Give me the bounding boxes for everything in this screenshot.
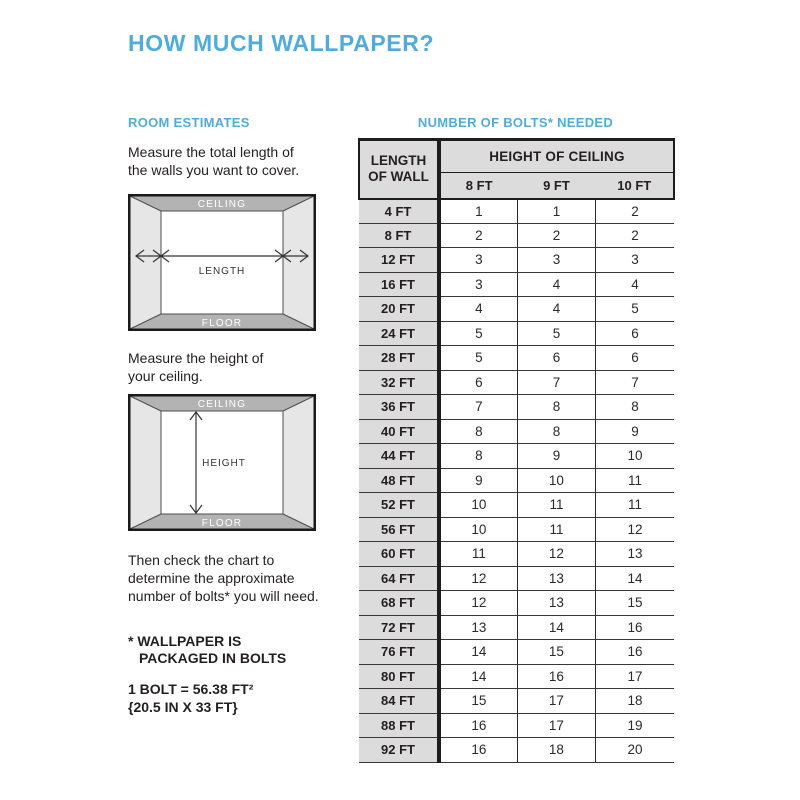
bolt-count-cell: 1 [439,199,517,224]
bolt-count-cell: 12 [517,542,595,567]
table-row [359,615,674,640]
step2-line2: your ceiling. [128,368,203,384]
bolt-count-cell: 15 [596,591,674,616]
wall-length-cell: 68 FT [359,591,439,616]
table-row [359,346,674,371]
room-estimates-section [128,115,360,716]
table-row [359,444,674,469]
back-wall-shape [161,211,283,314]
table-row [359,738,674,763]
wall-length-cell: 28 FT [359,346,439,371]
ceiling-label: CEILING [197,199,247,210]
step3-line2: determine the approximate [128,570,295,586]
bolt-count-cell: 18 [517,738,595,763]
bolt-count-cell: 16 [439,738,517,763]
bolt-count-cell: 14 [596,566,674,591]
right-wall-shape [283,396,314,529]
bolt-count-cell: 8 [439,444,517,469]
bolt-count-cell: 8 [596,395,674,420]
table-row [359,248,674,273]
step1-instruction [128,143,360,179]
bolt-count-cell: 14 [439,664,517,689]
length-label: LENGTH [198,266,246,277]
right-wall-shape [283,196,314,329]
table-row [359,542,674,567]
bolt-count-cell: 11 [596,468,674,493]
table-row [359,640,674,665]
bolt-count-cell: 16 [596,615,674,640]
wall-length-cell: 88 FT [359,713,439,738]
length-of-wall-header [359,140,439,199]
wall-length-cell: 60 FT [359,542,439,567]
bolt-spec [128,680,360,716]
bolt-count-cell: 2 [439,223,517,248]
wall-length-cell: 64 FT [359,566,439,591]
bolt-count-cell: 13 [517,566,595,591]
bolts-table-section [358,115,673,763]
wall-length-cell: 44 FT [359,444,439,469]
step2-line1: Measure the height of [128,350,264,366]
bolt-count-cell: 6 [596,321,674,346]
bolt-count-cell: 2 [596,223,674,248]
wall-length-cell: 24 FT [359,321,439,346]
bolt-count-cell: 18 [596,689,674,714]
bolt-count-cell: 12 [596,517,674,542]
bolt-count-cell: 7 [596,370,674,395]
height-of-ceiling-header: HEIGHT OF CEILING [439,140,674,173]
bolts-table-head [359,140,674,199]
bolt-count-cell: 13 [439,615,517,640]
bolt-count-cell: 15 [439,689,517,714]
bolt-count-cell: 8 [517,419,595,444]
bolt-count-cell: 13 [517,591,595,616]
wall-length-cell: 32 FT [359,370,439,395]
bolt-count-cell: 5 [439,346,517,371]
bolt-count-cell: 7 [517,370,595,395]
corner-header-line2: OF WALL [368,169,429,185]
bolt-spec-line1: 1 BOLT = 56.38 FT² [128,681,254,697]
wall-length-cell: 92 FT [359,738,439,763]
column-header-9ft: 9 FT [517,173,595,199]
floor-label: FLOOR [201,318,243,329]
bolt-count-cell: 15 [517,640,595,665]
bolts-needed-heading: NUMBER OF BOLTS* NEEDED [417,115,614,130]
bolt-count-cell: 6 [596,346,674,371]
bolt-count-cell: 14 [439,640,517,665]
left-wall-shape [130,196,161,329]
bolt-count-cell: 16 [596,640,674,665]
bolt-count-cell: 2 [517,223,595,248]
bolts-table [358,138,675,763]
wall-length-cell: 84 FT [359,689,439,714]
table-row [359,419,674,444]
wall-length-cell: 72 FT [359,615,439,640]
wall-length-cell: 20 FT [359,297,439,322]
table-row [359,664,674,689]
ceiling-label: CEILING [197,399,247,410]
table-row [359,272,674,297]
bolt-count-cell: 12 [439,566,517,591]
bolt-count-cell: 14 [517,615,595,640]
bolt-count-cell: 6 [439,370,517,395]
bolt-count-cell: 8 [439,419,517,444]
wall-length-cell: 8 FT [359,223,439,248]
bolt-count-cell: 6 [517,346,595,371]
bolt-count-cell: 5 [439,321,517,346]
bolt-count-cell: 13 [596,542,674,567]
wall-length-cell: 80 FT [359,664,439,689]
page-title: HOW MUCH WALLPAPER? [128,30,435,56]
table-row [359,199,674,224]
bolt-count-cell: 9 [439,468,517,493]
bolt-count-cell: 16 [439,713,517,738]
table-row [359,395,674,420]
bolt-count-cell: 11 [517,517,595,542]
corner-header-line1: LENGTH [370,153,427,169]
bolt-count-cell: 17 [517,689,595,714]
bolt-count-cell: 3 [596,248,674,273]
column-header-8ft: 8 FT [439,173,517,199]
footnote-line1: * WALLPAPER IS [128,633,242,649]
left-wall-shape [130,396,161,529]
wall-length-cell: 16 FT [359,272,439,297]
bolt-count-cell: 1 [517,199,595,224]
bolt-count-cell: 17 [596,664,674,689]
step3-line3: number of bolts* you will need. [128,588,319,604]
height-label: HEIGHT [202,458,246,469]
bolt-count-cell: 19 [596,713,674,738]
bolt-count-cell: 4 [439,297,517,322]
table-row [359,713,674,738]
bolt-count-cell: 3 [439,248,517,273]
bolt-count-cell: 9 [517,444,595,469]
bolt-count-cell: 17 [517,713,595,738]
bolt-count-cell: 4 [596,272,674,297]
wall-length-cell: 52 FT [359,493,439,518]
footnote-line2: PACKAGED IN BOLTS [139,650,287,666]
wall-length-cell: 4 FT [359,199,439,224]
bolt-count-cell: 10 [596,444,674,469]
bolt-count-cell: 4 [517,297,595,322]
bolt-count-cell: 11 [517,493,595,518]
bolt-count-cell: 10 [517,468,595,493]
bolt-count-cell: 10 [439,517,517,542]
table-row [359,468,674,493]
step2-instruction [128,349,360,385]
table-row [359,517,674,542]
step3-line1: Then check the chart to [128,552,275,568]
table-row [359,493,674,518]
bolt-count-cell: 2 [596,199,674,224]
column-header-10ft: 10 FT [596,173,674,199]
bolt-count-cell: 9 [596,419,674,444]
table-row [359,566,674,591]
room-length-diagram [128,194,316,331]
bolt-count-cell: 3 [439,272,517,297]
bolt-count-cell: 16 [517,664,595,689]
bolts-table-body [359,199,674,763]
bolt-count-cell: 20 [596,738,674,763]
table-row [359,689,674,714]
bolt-count-cell: 4 [517,272,595,297]
wall-length-cell: 12 FT [359,248,439,273]
bolt-count-cell: 7 [439,395,517,420]
bolt-count-cell: 11 [439,542,517,567]
bolt-count-cell: 11 [596,493,674,518]
step1-line2: the walls you want to cover. [128,162,300,178]
table-row [359,223,674,248]
bolt-count-cell: 5 [517,321,595,346]
floor-label: FLOOR [201,518,243,529]
bolt-count-cell: 12 [439,591,517,616]
bolt-count-cell: 5 [596,297,674,322]
wall-length-cell: 56 FT [359,517,439,542]
table-row [359,297,674,322]
table-row [359,321,674,346]
step3-instruction [128,551,360,605]
room-estimates-heading: ROOM ESTIMATES [128,115,250,130]
step1-line1: Measure the total length of [128,144,294,160]
wallpaper-bolts-footnote [128,633,360,667]
room-height-diagram [128,394,316,531]
bolt-count-cell: 3 [517,248,595,273]
bolt-spec-line2: {20.5 IN X 33 FT} [128,699,238,715]
wall-length-cell: 40 FT [359,419,439,444]
bolt-count-cell: 8 [517,395,595,420]
wall-length-cell: 36 FT [359,395,439,420]
table-row [359,591,674,616]
wall-length-cell: 76 FT [359,640,439,665]
bolt-count-cell: 10 [439,493,517,518]
wall-length-cell: 48 FT [359,468,439,493]
table-row [359,370,674,395]
